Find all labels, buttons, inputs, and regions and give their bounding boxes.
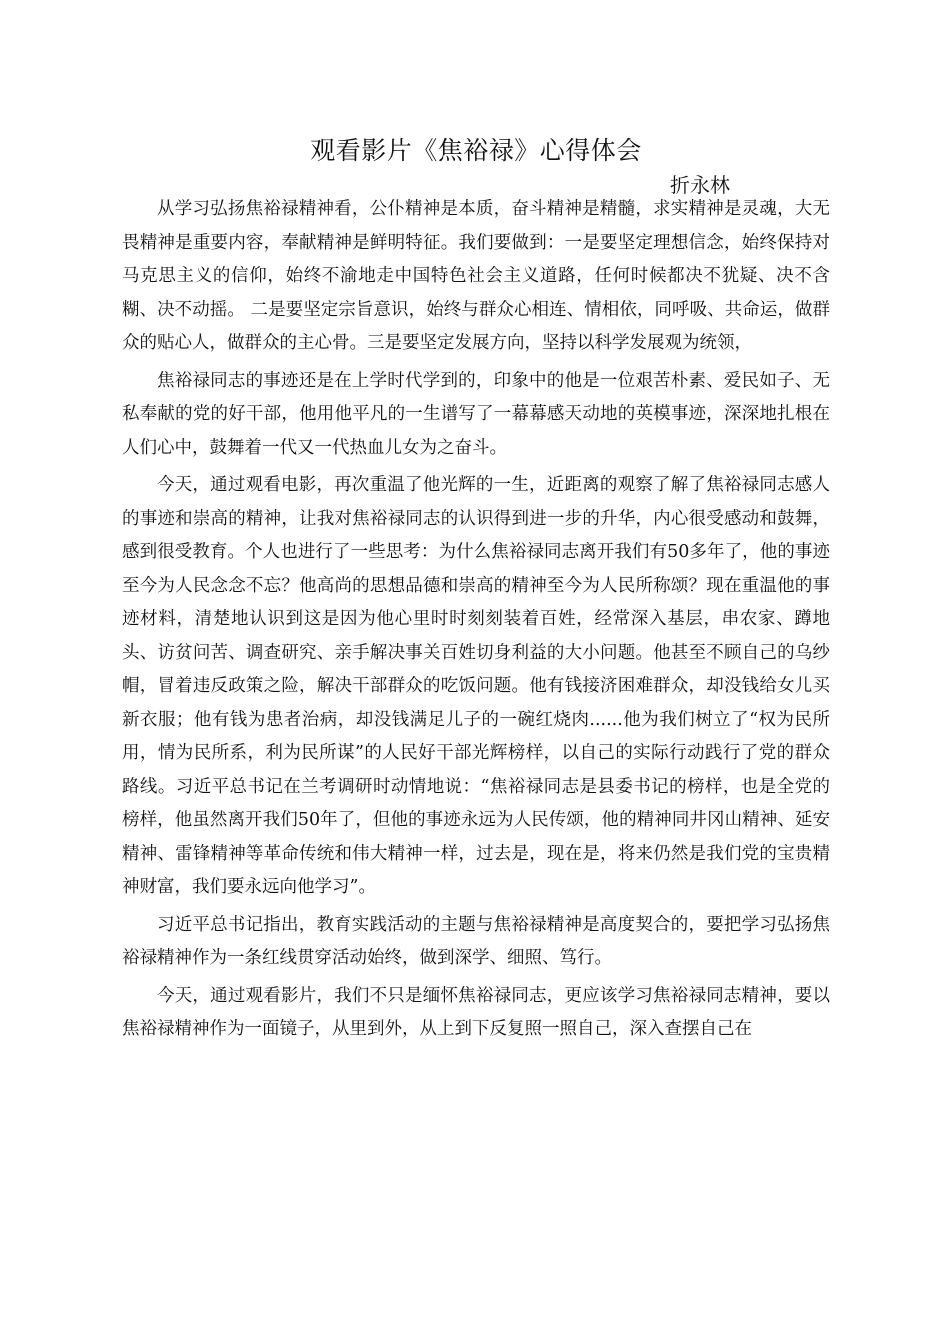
paragraph-2: 焦裕禄同志的事迹还是在上学时代学到的，印象中的他是一位艰苦朴素、爱民如子、无私奉献的党的好干部，他用他平凡的一生谱写了一幕幕感天动地的英模事迹，深深地扎根在人们心中，鼓舞着一代又一代热血儿女为之奋斗。 xyxy=(122,370,830,458)
paragraph-3: 今天，通过观看电影，再次重温了他光辉的一生，近距离的观察了解了焦裕禄同志感人的事迹和崇高的精神，让我对焦裕禄同志的认识得到进一步的升华，内心很受感动和鼓舞，感到很受教育。个人也进行了一些思考：为什么焦裕禄同志离开我们有50多年了，他的事迹至今为人民念念不忘？他高尚的思想品德和崇高的精神至今为人民所称颂？现在重温他的事迹材料，清楚地认识到这是因为他心里时时刻刻装着百姓，经常深入基层，串农家、蹲地头、访贫问苦、调查研究、亲手解决事关百姓切身利益的大小问题。他甚至不顾自己的乌纱帽，冒着违反政策之险，解决干部群众的吃饭问题。他有钱接济困难群众，却没钱给女儿买新衣服；他有钱为患者治病，却没钱满足儿子的一碗红烧肉......他为我们树立了“权为民所用，情为民所系，利为民所谋”的人民好干部光辉榜样，以自己的实际行动践行了党的群众路线。习近平总书记在兰考调研时动情地说：“焦裕禄同志是县委书记的榜样，也是全党的榜样，他虽然离开我们50年了，但他的事迹永远为人民传颂，他的精神同井冈山精神、延安精神、雷锋精神等革命传统和伟大精神一样，过去是，现在是，将来仍然是我们党的宝贵精神财富，我们要永远向他学习”。 xyxy=(122,475,830,897)
document-page xyxy=(122,131,830,1047)
paragraph-1: 从学习弘扬焦裕禄精神看，公仆精神是本质，奋斗精神是精髓，求实精神是灵魂，大无畏精神是重要内容，奉献精神是鲜明特征。我们要做到：一是要坚定理想信念，始终保持对马克思主义的信仰，始终不渝地走中国特色社会主义道路，任何时候都决不犹疑、决不含糊、决不动摇。 二是要坚定宗旨意识，始终与群众心相连、情相依，同呼吸、共命运，做群众的贴心人，做群众的主心骨。三是要坚定发展方向，坚持以科学发展观为统领， xyxy=(122,199,830,353)
document-title: 观看影片《焦裕禄》心得体会 xyxy=(310,136,642,165)
document-author: 折永林 xyxy=(670,173,730,197)
paragraph-5: 今天，通过观看影片，我们不只是缅怀焦裕禄同志，更应该学习焦裕禄同志精神，要以焦裕禄精神作为一面镜子，从里到外，从上到下反复照一照自己，深入查摆自己在 xyxy=(122,985,830,1039)
paragraph-4: 习近平总书记指出，教育实践活动的主题与焦裕禄精神是高度契合的，要把学习弘扬焦裕禄精神作为一条红线贯穿活动始终，做到深学、细照、笃行。 xyxy=(122,914,830,968)
